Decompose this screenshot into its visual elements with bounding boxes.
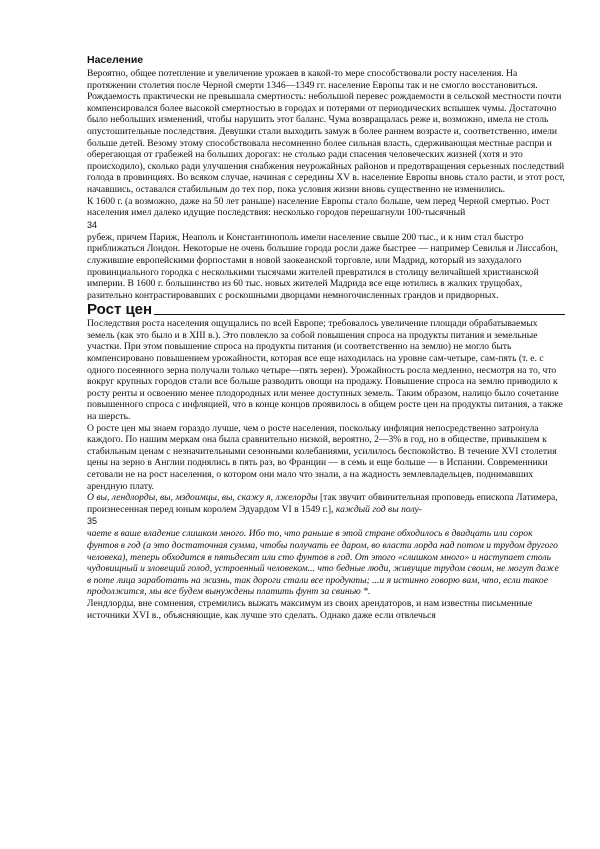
paragraph: Вероятно, общее потепление и увеличение урожаев в какой-то мере способствовали росту населения. На протяжении столетия после Черной смерти 1346—1349 гг. население Европы так и не смогло восстановиться. Рождаемость практически не превышала смертность: небольшой перевес рождаемости в сельской местности почти компенсировался более высокой смертностью в городах и потерями от периодических вспышек чумы. Достаточно было небольших изменений, чтобы нарушить этот баланс. Чума возвращалась реже и, возможно, имела не столь опустошительные последствия. Девушки стали выходить замуж в более раннем возрасте и, соответственно, имели больше детей. Везому этому способствовала несомненно более сильная власть, сдерживающая местные распри и оберегающая от грабежей на больших дорогах: не столько ради спасения человеческих жизней (хотя и это происходило), сколько ради улучшения снабжения неурожайных районов и предотвращения серьезных последствий голода в провинциях. Во всяком случае, начиная с середины XV в. население Европы вновь стало расти, и этот рост, начавшись, оставался стабильным до тех пор, пока условия жизни вновь существенно не изменились.	[87, 68, 565, 195]
paragraph: О росте цен мы знаем гораздо лучше, чем о росте населения, поскольку инфляция непосредственно затронула каждого. По нашим меркам она была сравнительно низкой, вероятно, 2—3% в год, но в обществе, привыкшем к стабильным ценам с незначительными сезонными колебаниями, усилилось беспокойство. В течение XVI столетия цены на зерно в Англии поднялись в пять раз, во Франции — в семь и еще больше — в Испании. Современники сетовали не на рост населения, о котором они мало что знали, а на жадность землевладельцев, поднимавших арендную плату.	[87, 422, 557, 492]
paragraph: рубеж, причем Париж, Неаполь и Константинополь имели население свыше 200 тыс., и к ним стал быстро приближаться Лондон. Некоторые не очень большие города росли даже быстрее — например Севилья и Лиссабон, служившие европейскими форпостами в новой заокеанской торговле, или Мадрид, который из захудалого провинциального городка с несколькими тысячами жителей превратился в столицу величайшей христианской империи. В 1600 г. большинство из 60 тыс. новых жителей Мадрида все еще ютились в жалких трущобах, разительно контрастировавших с роскошными дворцами немногочисленных грандов и придворных.	[87, 231, 558, 301]
section-heading-price-growth	[87, 302, 565, 318]
paragraph: К 1600 г. (а возможно, даже на 50 лет раньше) население Европы стало больше, чем перед Черной смертью. Рост населения имел далеко идущие последствия: несколько городов перешагнули 100-тысячный	[87, 195, 550, 219]
section-heading-population: Население	[87, 54, 144, 66]
paragraph: Последствия роста населения ощущались по всей Европе; требовалось увеличение площади обрабатываемых земель (как это было и в XIII в.). Это повлекло за собой повышения спроса на продукты питания и земельные участки. При этом повышение спроса на продукты питания (и соответственно на землю) не могло быть компенсировано повышением урожайности, которая все еще находилась на уровне сам-четыре, сам-пять (т. е. с одного посеянного зерна получали только четыре—пять зерен). Урожайность росла медленно, несмотря на то, что вокруг крупных городов стали все больше разводить овощи на продажу. Повышение спроса на землю приводило к росту ренты и освоению менее плодородных или менее доступных земель. Таким образом, налицо было сочетание повышенного спроса с инфляцией, что в конце концов проявилось в общем росте цен на продукты питания, а также на шерсть.	[87, 318, 563, 423]
quote-text-continued: каждый год вы полу-	[335, 503, 422, 515]
section-heading-text: Рост цен	[87, 301, 153, 319]
document-page	[87, 54, 565, 621]
quote-paragraph	[87, 492, 565, 515]
page-number: 35	[87, 516, 98, 527]
quote-attribution: [так звучит обвинительная проповедь епископа Латимера, произнесенная перед юным королем Эдуардом VI в 1549 г.],	[87, 492, 558, 515]
heading-rule	[154, 313, 565, 315]
quote-text: О вы, лендлорды, вы, мздоимцы, вы, скажу я, лжелорды	[87, 492, 318, 504]
quote-paragraph-continued: чаете в ваше владение слишком много. Ибо то, что раньше в этой стране обходилось в двадцать или сорок фунтов в год (а это достаточная сумма, чтобы получать ее даром, во власти лорда над потом и трудом другого человека), теперь обходится в пятьдесят или сто фунтов в год. От этого «слишком много» и наступает столь чудовищный и зловещий голод, устроенный человеком... что бедные люди, живущие трудом своим, не могут даже в поте лица заработать на жизнь, так дороги стали все продукты; ...и я истинно говорю вам, что, если такое продолжится, мы все будем вынуждены платить фунт за свинью *.	[87, 528, 559, 598]
paragraph: Лендлорды, вне сомнения, стремились выжать максимум из своих арендаторов, и нам известны письменные источники XVI в., объясняющие, как лучше это сделать. Однако даже если отвлечься	[87, 597, 533, 621]
page-number: 34	[87, 219, 98, 230]
